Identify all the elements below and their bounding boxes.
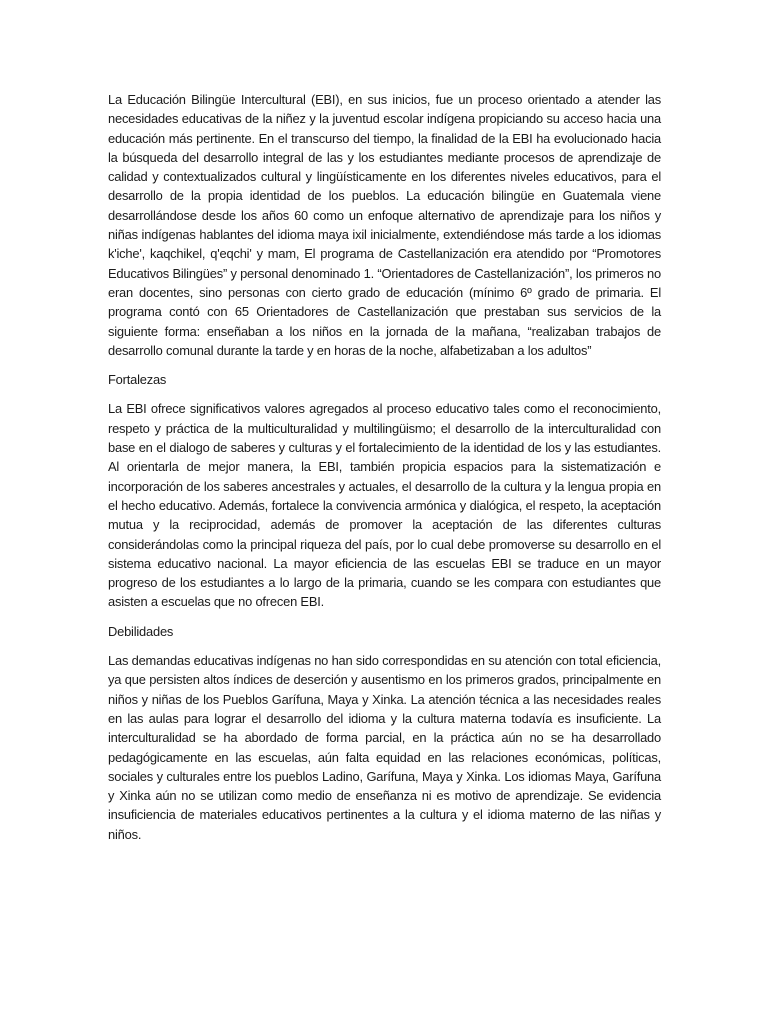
spacer <box>108 612 661 622</box>
fortalezas-paragraph: La EBI ofrece significativos valores agregados al proceso educativo tales como el reconocimiento, respeto y práctica de la multiculturalidad y multilingüismo; el desarrollo de la interculturalidad con base en el dialogo de saberes y culturas y el fortalecimiento de la identidad de los y las estudiantes. Al orientarla de mejor manera, la EBI, también propicia espacios para la sistematización e incorporación de los saberes ancestrales y actuales, el desarrollo de la cultura y la lengua propia en el hecho educativo. Además, fortalece la convivencia armónica y dialógica, el respeto, la aceptación mutua y la reciprocidad, además de promover la aceptación de las diferentes culturas considerándolas como la principal riqueza del país, por lo cual debe promoverse su desarrollo en el sistema educativo nacional. La mayor eficiencia de las escuelas EBI se traduce en un mayor progreso de los estudiantes a lo largo de la primaria, cuando se les compara con estudiantes que asisten a escuelas que no ofrecen EBI. <box>108 401 661 610</box>
intro-paragraph: La Educación Bilingüe Intercultural (EBI), en sus inicios, fue un proceso orientado a atender las necesidades educativas de la niñez y la juventud escolar indígena propiciando su acceso hacia una educación más pertinente. En el transcurso del tiempo, la finalidad de la EBI ha evolucionado hacia la búsqueda del desarrollo integral de las y los estudiantes mediante procesos de aprendizaje de calidad y contextualizados cultural y lingüísticamente en los diferentes niveles educativos, para el desarrollo de la propia identidad de los pueblos. La educación bilingüe en Guatemala viene desarrollándose desde los años 60 como un enfoque alternativo de aprendizaje para los niños y niñas indígenas hablantes del idioma maya ixil inicialmente, extendiéndose más tarde a los idiomas k'iche', kaqchikel, q'eqchi' y mam, El programa de Castellanización era atendido por “Promotores Educativos Bilingües” y personal denominado 1. “Orientadores de Castellanización”, los primeros no eran docentes, sino personas con cierto grado de educación (mínimo 6º grado de primaria. El programa contó con 65 Orientadores de Castellanización que prestaban sus servicios de la siguiente forma: enseñaban a los niños en la jornada de la mañana, “realizaban trabajos de desarrollo comunal durante la tarde y en horas de la noche, alfabetizaban a los adultos” <box>108 92 661 358</box>
debilidades-paragraph: Las demandas educativas indígenas no han sido correspondidas en su atención con total eficiencia, ya que persisten altos índices de deserción y ausentismo en los primeros grados, principalmente en niños y niñas de los Pueblos Garífuna, Maya y Xinka. La atención técnica a las necesidades reales en las aulas para lograr el desarrollo del idioma y la cultura materna todavía es insuficiente. La interculturalidad se ha abordado de forma parcial, en la práctica aún no se ha desarrollado pedagógicamente en las escuelas, aún falta equidad en las relaciones económicas, políticas, sociales y culturales entre los pueblos Ladino, Garífuna, Maya y Xinka. Los idiomas Maya, Garífuna y Xinka aún no se utilizan como medio de enseñanza ni es motivo de aprendizaje. Se evidencia insuficiencia de materiales educativos pertinentes a la cultura y el idioma materno de las niñas y niños. <box>108 653 661 842</box>
document-page <box>108 90 661 844</box>
spacer <box>108 389 661 399</box>
spacer <box>108 641 661 651</box>
fortalezas-heading: Fortalezas <box>108 372 167 388</box>
spacer <box>108 360 661 370</box>
debilidades-heading: Debilidades <box>108 623 174 639</box>
